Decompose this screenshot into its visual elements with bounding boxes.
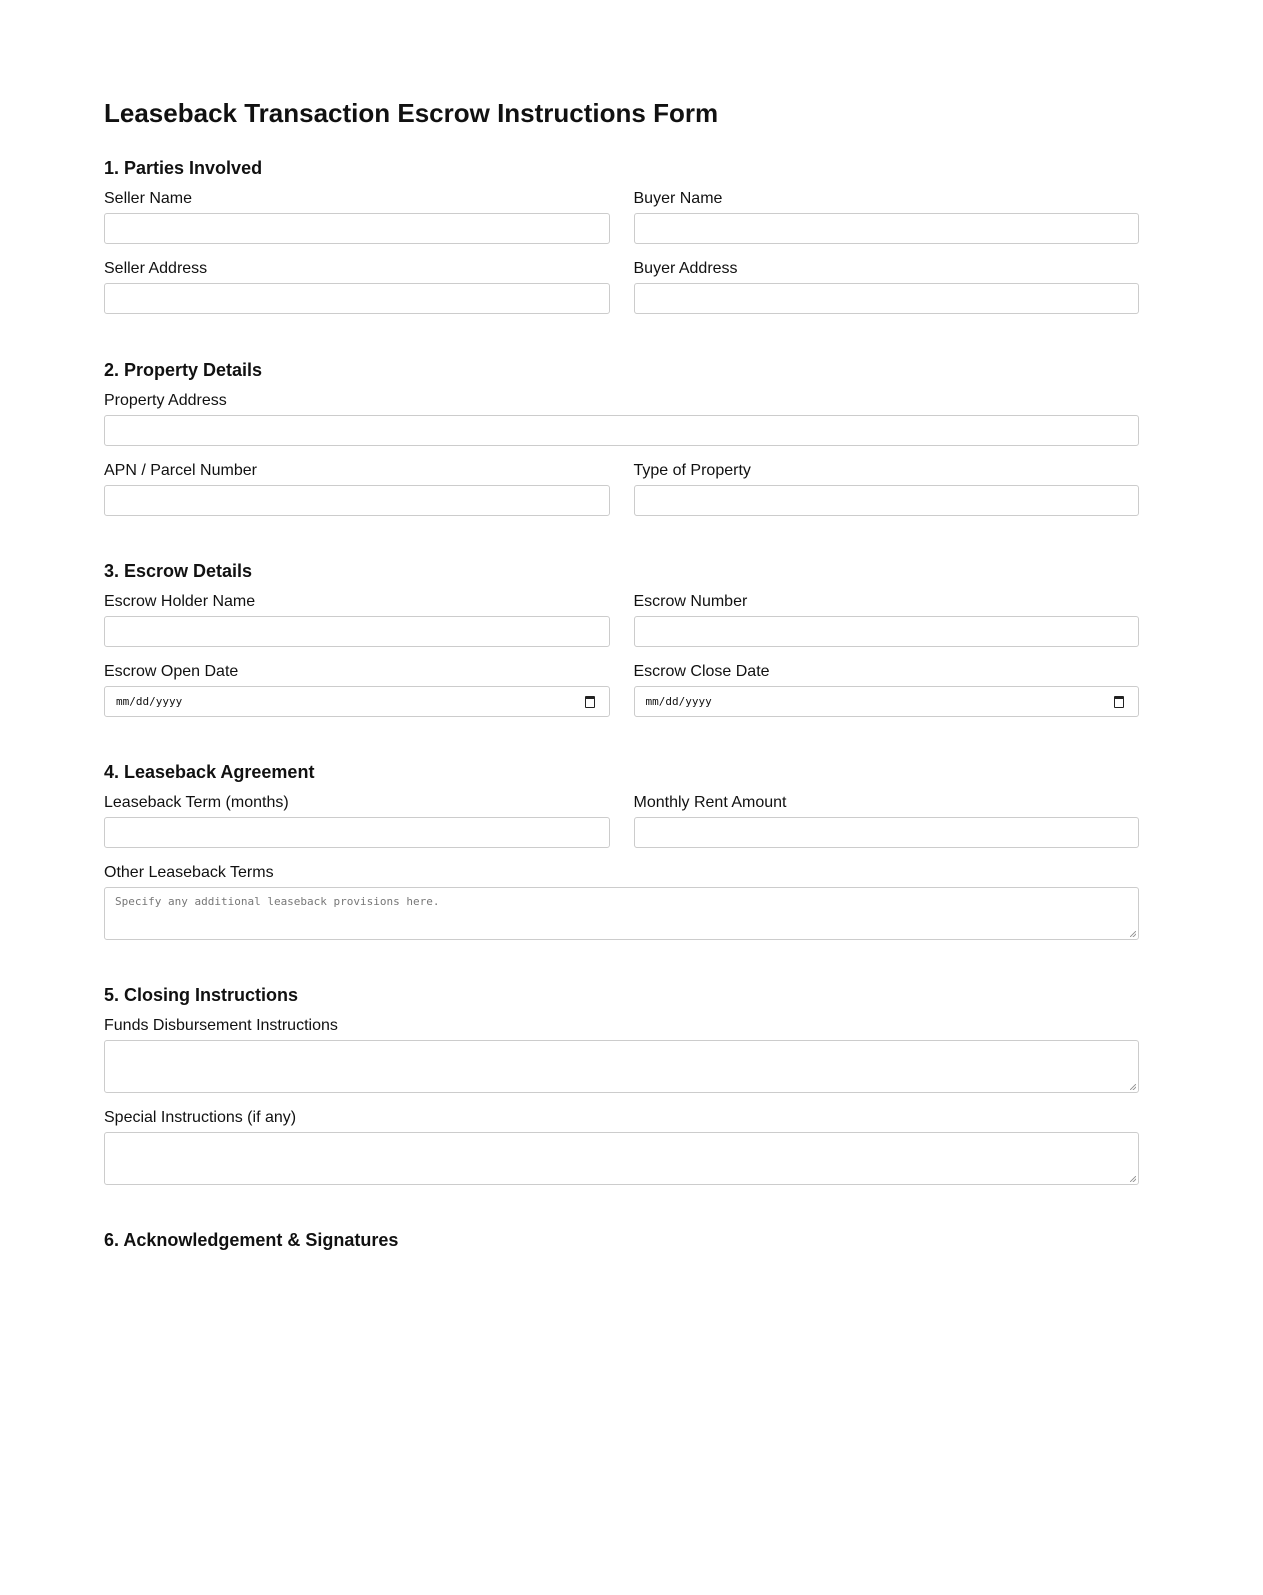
open-date-input[interactable] [104,686,610,717]
apn-input[interactable] [104,485,610,516]
term-input[interactable] [104,817,610,848]
seller-name-label: Seller Name [104,190,193,207]
section-parties [104,157,1139,314]
resize-handle-icon[interactable] [1130,931,1136,937]
funds-label: Funds Disbursement Instructions [104,1017,338,1034]
section-heading: 6. Acknowledgement & Signatures [104,1230,399,1250]
section-heading: 1. Parties Involved [104,158,263,178]
section-heading: 5. Closing Instructions [104,985,299,1005]
section-heading: 4. Leaseback Agreement [104,762,315,782]
date-placeholder: mm/dd/yyyy [645,695,712,708]
property-type-input[interactable] [634,485,1140,516]
escrow-number-input[interactable] [634,616,1140,647]
open-date-label: Escrow Open Date [104,663,239,680]
section-leaseback [104,761,1139,940]
special-textarea[interactable] [104,1132,1139,1185]
buyer-name-label: Buyer Name [633,190,723,207]
escrow-number-label: Escrow Number [633,593,748,610]
funds-textarea[interactable] [104,1040,1139,1093]
resize-handle-icon[interactable] [1130,1176,1136,1182]
close-date-input[interactable] [634,686,1140,717]
escrow-holder-label: Escrow Holder Name [104,593,256,610]
section-property [104,359,1139,516]
other-terms-label: Other Leaseback Terms [104,864,274,881]
section-heading: 2. Property Details [104,360,263,380]
page-title: Leaseback Transaction Escrow Instructions Form [104,98,719,128]
buyer-address-label: Buyer Address [633,260,738,277]
property-type-label: Type of Property [633,462,751,479]
seller-address-label: Seller Address [104,260,208,277]
other-terms-textarea[interactable] [104,887,1139,940]
property-address-label: Property Address [104,392,227,409]
section-signatures [104,1229,1139,1251]
special-label: Special Instructions (if any) [104,1109,297,1126]
rent-label: Monthly Rent Amount [633,794,787,811]
buyer-name-input[interactable] [634,213,1140,244]
rent-input[interactable] [634,817,1140,848]
placeholder: Specify any additional leaseback provisions here. [115,895,440,908]
section-heading: 3. Escrow Details [104,561,253,581]
property-address-input[interactable] [104,415,1139,446]
seller-name-input[interactable] [104,213,610,244]
apn-label: APN / Parcel Number [104,462,257,479]
resize-handle-icon[interactable] [1130,1084,1136,1090]
close-date-label: Escrow Close Date [633,663,770,680]
calendar-icon[interactable] [1114,696,1124,708]
section-escrow [104,560,1139,717]
seller-address-input[interactable] [104,283,610,314]
section-closing [104,984,1139,1185]
date-placeholder: mm/dd/yyyy [116,695,183,708]
buyer-address-input[interactable] [634,283,1140,314]
escrow-holder-input[interactable] [104,616,610,647]
calendar-icon[interactable] [585,696,595,708]
term-label: Leaseback Term (months) [104,794,289,811]
